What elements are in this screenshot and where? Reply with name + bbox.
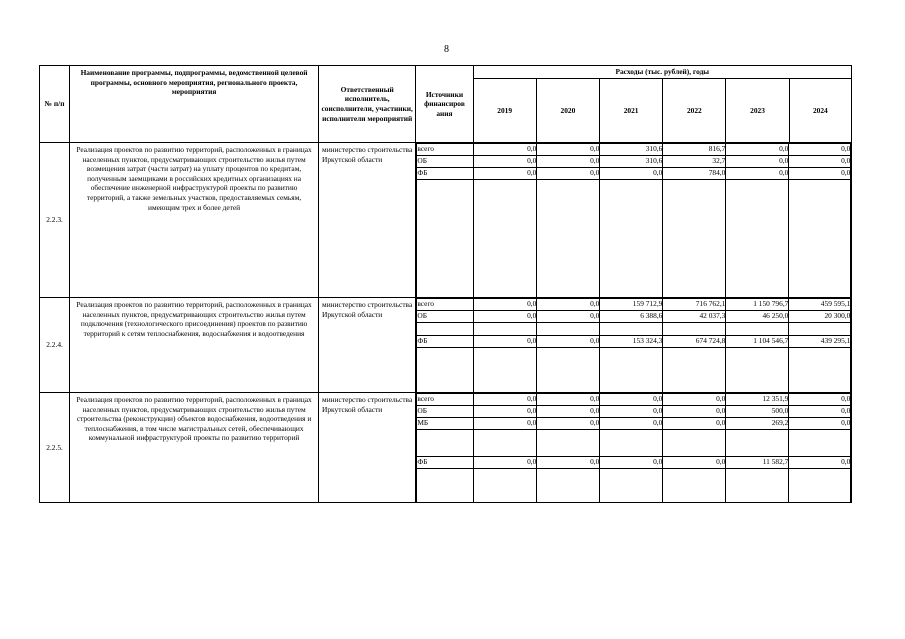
source-row [417, 394, 851, 406]
source-value: 0,0 [537, 406, 600, 418]
source-value: 1 104 546,7 [726, 336, 789, 348]
source-value: 0,0 [474, 394, 537, 406]
source-value: 0,0 [474, 457, 537, 469]
source-row [417, 336, 851, 348]
sources-subtable [416, 143, 851, 297]
header-year: 2021 [600, 79, 663, 143]
source-value: 0,0 [474, 406, 537, 418]
source-value: 6 388,6 [600, 311, 663, 323]
source-value: 439 295,1 [789, 336, 851, 348]
source-value: 0,0 [537, 418, 600, 430]
source-row [417, 299, 851, 311]
source-value: 0,0 [600, 168, 663, 180]
source-value: 32,7 [663, 156, 726, 168]
row-name: Реализация проектов по развитию территорий, расположенных в границах населенных пунктов, предусматривающих строительство жилья путем строительства (реконструкции) объектов водоснабжения, водоотведения и теплоснабжения, в том числе магистральных сетей, обеспечивающих коммунальной инфраструктурой проекты по развитию территорий [70, 393, 319, 503]
header-year: 2019 [473, 79, 536, 143]
source-value: 0,0 [474, 156, 537, 168]
source-value: 0,0 [537, 336, 600, 348]
source-value: 0,0 [474, 299, 537, 311]
source-value: 46 250,0 [726, 311, 789, 323]
source-value: 0,0 [789, 457, 851, 469]
source-value: 12 351,9 [726, 394, 789, 406]
source-value: 42 037,3 [663, 311, 726, 323]
header-name: Наименование программы, подпрограммы, ведомственной целевой программы, основного мероприятия, регионального проекта, мероприятия [70, 66, 319, 143]
source-value: 0,0 [789, 168, 851, 180]
source-value: 0,0 [600, 457, 663, 469]
sources-subtable [416, 298, 851, 392]
source-value: 153 324,3 [600, 336, 663, 348]
source-value: 0,0 [537, 299, 600, 311]
header-year: 2024 [789, 79, 851, 143]
table-row [40, 393, 852, 503]
source-label: ФБ [417, 457, 474, 469]
source-value: 674 724,8 [663, 336, 726, 348]
source-value: 0,0 [789, 156, 851, 168]
source-value: 0,0 [537, 168, 600, 180]
source-value: 0,0 [474, 144, 537, 156]
header-year: 2020 [536, 79, 599, 143]
source-value: 0,0 [663, 406, 726, 418]
source-value: 0,0 [726, 168, 789, 180]
header-source: Источники финансиров ания [416, 66, 473, 143]
source-value: 0,0 [600, 418, 663, 430]
row-name: Реализация проектов по развитию территорий, расположенных в границах населенных пунктов, предусматривающих строительство жилья путем подключения (технологического присоединения) проектов по развитию территорий к сетям теплоснабжения, водоснабжения и водоотведения [70, 298, 319, 393]
source-label: ОБ [417, 156, 474, 168]
source-value: 0,0 [726, 144, 789, 156]
source-row [417, 406, 851, 418]
source-label: ФБ [417, 168, 474, 180]
source-value: 816,7 [663, 144, 726, 156]
source-value: 716 762,1 [663, 299, 726, 311]
source-value: 0,0 [600, 394, 663, 406]
source-row [417, 144, 851, 156]
source-row [417, 156, 851, 168]
sources-subtable [416, 393, 851, 502]
source-value: 0,0 [789, 394, 851, 406]
header-year: 2023 [726, 79, 789, 143]
header-year: 2022 [663, 79, 726, 143]
source-value: 0,0 [474, 336, 537, 348]
source-value: 0,0 [474, 311, 537, 323]
row-number: 2.2.5. [40, 393, 70, 503]
source-value: 0,0 [537, 144, 600, 156]
source-label: ОБ [417, 311, 474, 323]
source-row [417, 168, 851, 180]
source-value: 0,0 [537, 457, 600, 469]
source-value: 0,0 [474, 168, 537, 180]
source-value: 459 595,1 [789, 299, 851, 311]
header-expenses: Расходы (тыс. рублей), годы [473, 66, 851, 79]
source-label: ФБ [417, 336, 474, 348]
source-value: 0,0 [789, 406, 851, 418]
row-responsible: министерство строительства Иркутской области [319, 393, 416, 503]
source-value: 0,0 [474, 418, 537, 430]
source-value: 159 712,9 [600, 299, 663, 311]
source-value: 310,6 [600, 144, 663, 156]
source-value: 20 300,0 [789, 311, 851, 323]
source-label: всего [417, 144, 474, 156]
source-value: 269,2 [726, 418, 789, 430]
source-row [417, 311, 851, 323]
source-value: 0,0 [600, 406, 663, 418]
row-number: 2.2.3. [40, 143, 70, 298]
source-value: 0,0 [663, 394, 726, 406]
source-value: 310,6 [600, 156, 663, 168]
source-value: 0,0 [789, 144, 851, 156]
source-value: 1 150 796,7 [726, 299, 789, 311]
source-row [417, 418, 851, 430]
expenses-table [39, 65, 852, 503]
page-number: 8 [444, 44, 449, 55]
source-label: всего [417, 394, 474, 406]
source-value: 0,0 [537, 394, 600, 406]
header-num: № п/п [40, 66, 70, 143]
source-value: 0,0 [726, 156, 789, 168]
source-value: 0,0 [663, 418, 726, 430]
source-label: МБ [417, 418, 474, 430]
source-value: 0,0 [789, 418, 851, 430]
source-value: 0,0 [537, 156, 600, 168]
row-number: 2.2.4. [40, 298, 70, 393]
source-label: всего [417, 299, 474, 311]
source-value: 0,0 [663, 457, 726, 469]
source-value: 784,0 [663, 168, 726, 180]
source-label: ОБ [417, 406, 474, 418]
source-value: 500,0 [726, 406, 789, 418]
source-value: 0,0 [537, 311, 600, 323]
source-row [417, 457, 851, 469]
row-responsible: министерство строительства Иркутской области [319, 143, 416, 298]
source-value: 11 582,7 [726, 457, 789, 469]
table-row [40, 143, 852, 298]
table-row [40, 298, 852, 393]
header-responsible: Ответственный исполнитель, соисполнители, участники, исполнители мероприятий [319, 66, 416, 143]
row-name: Реализация проектов по развитию территорий, расположенных в границах населенных пунктов, предусматривающих строительство жилья путем возмещения затрат (части затрат) на уплату процентов по кредитам, полученным заемщиками в российских кредитных организациях на обеспечение инженерной инфраструктурой проекты по развитию территорий, а также земельных участков, предоставляемых семьям, имеющим трех и более детей [70, 143, 319, 298]
row-responsible: министерство строительства Иркутской области [319, 298, 416, 393]
